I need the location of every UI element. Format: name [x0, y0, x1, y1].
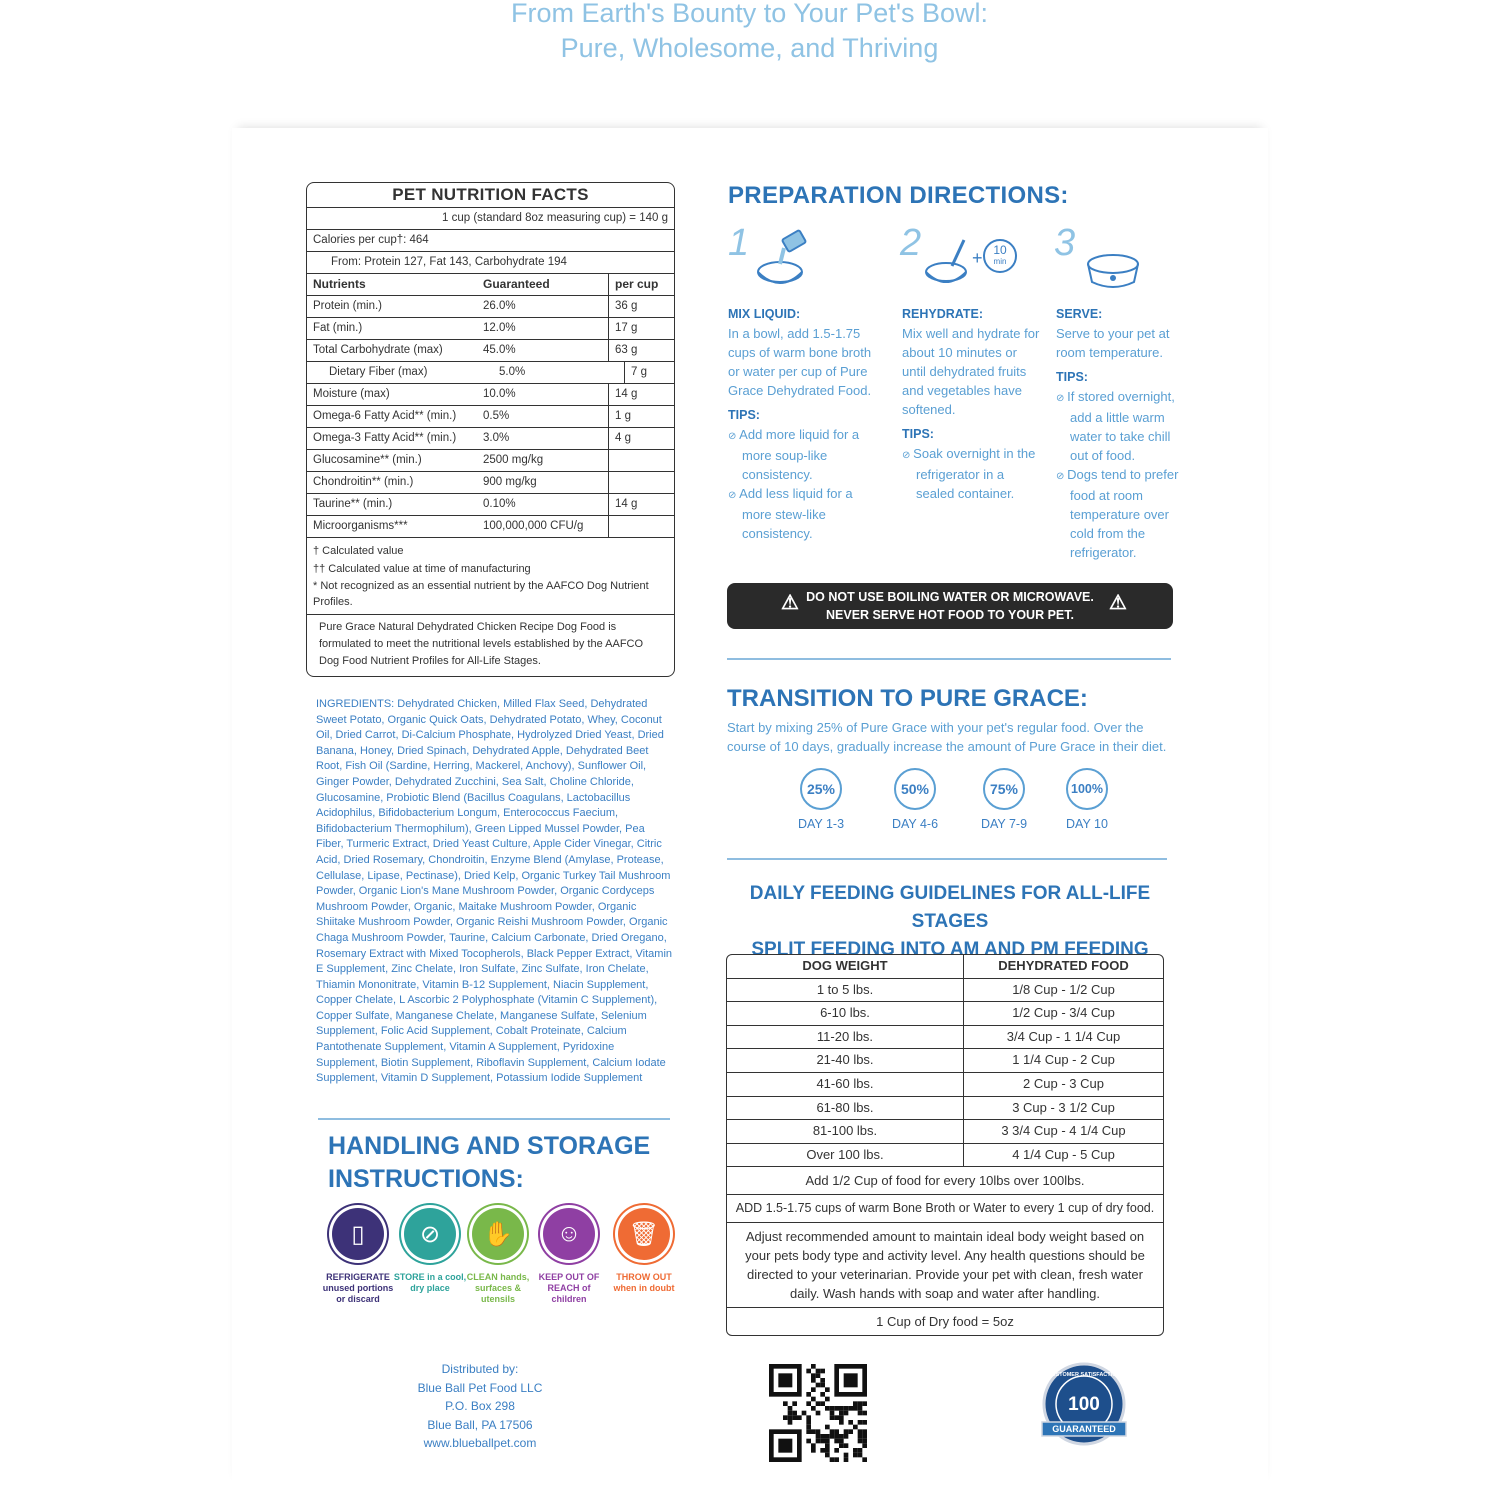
guaranteed-value: 45.0% [483, 344, 516, 356]
step-text: Serve to your pet at room temperature. [1056, 326, 1170, 360]
nutrient-name: Omega-6 Fatty Acid** (min.) [313, 410, 457, 422]
nutrient-name: Chondroitin** (min.) [313, 476, 414, 488]
tip-item [1056, 465, 1181, 562]
stage-percent: 50% [894, 768, 936, 810]
nutrition-facts-panel [306, 182, 675, 677]
note: †† Calculated value at time of manufacturing [313, 563, 531, 575]
handling-label: STORE in a cool, dry place [393, 1272, 467, 1293]
feeding-row [727, 1120, 1163, 1144]
tips-label: TIPS: [902, 427, 934, 441]
nutrition-row [307, 450, 674, 472]
food-amount: 3/4 Cup - 1 1/4 Cup [1006, 1028, 1121, 1044]
serving-size: 1 cup (standard 8oz measuring cup) = 140 g [307, 208, 674, 230]
feeding-row [727, 1144, 1163, 1168]
timer-unit: min [993, 257, 1007, 266]
warning-icon: ⚠ [781, 592, 799, 614]
guaranteed-value: 0.5% [483, 410, 510, 422]
feeding-table [726, 954, 1164, 1336]
banner-line-1: From Earth's Bounty to Your Pet's Bowl: [510, 0, 989, 28]
step-text: Mix well and hydrate for about 10 minutes or until dehydrated fruits and vegetables have softened. [902, 326, 1040, 417]
check-icon: ⊘ [728, 490, 740, 501]
feeding-row [727, 1026, 1163, 1050]
step-number: 2 [900, 222, 922, 264]
per-cup-value: 7 g [624, 362, 668, 383]
nutrition-notes [307, 538, 674, 615]
per-cup-value [608, 516, 668, 537]
tips-label: TIPS: [1056, 370, 1088, 384]
nutrient-name: Omega-3 Fatty Acid** (min.) [313, 432, 457, 444]
nutrition-row [307, 428, 674, 450]
dog-weight: 6-10 lbs. [727, 1002, 964, 1025]
handling-item [532, 1208, 606, 1305]
distributor-line: P.O. Box 298 [445, 1399, 515, 1414]
handling-item [607, 1208, 681, 1294]
nutrition-row [307, 296, 674, 318]
guaranteed-value: 2500 mg/kg [483, 454, 544, 466]
per-cup-value: 17 g [608, 318, 668, 339]
note: † Calculated value [313, 545, 404, 557]
guarantee-seal [1040, 1360, 1128, 1448]
check-icon: ⊘ [1056, 393, 1068, 404]
feeding-rows [727, 979, 1163, 1168]
fridge-icon: ▯ [332, 1208, 384, 1260]
per-cup-value [608, 450, 668, 471]
dehydrated-food-header: DEHYDRATED FOOD [998, 958, 1129, 973]
step-number: 1 [728, 222, 750, 264]
nutrient-name: Moisture (max) [313, 388, 390, 400]
dog-weight: 81-100 lbs. [727, 1120, 964, 1143]
nutrient-name: Taurine** (min.) [313, 498, 393, 510]
step-heading: REHYDRATE: [902, 307, 984, 321]
feeding-row [727, 1073, 1163, 1097]
nutrient-name: Total Carbohydrate (max) [313, 344, 443, 356]
handling-item [393, 1208, 467, 1294]
per-cup-value: 36 g [608, 296, 668, 317]
seal-value: 100 [1068, 1394, 1100, 1415]
feeding-title [727, 880, 1173, 964]
stage-label: DAY 1-3 [797, 817, 845, 831]
tip-item [728, 425, 873, 484]
food-amount: 4 1/4 Cup - 5 Cup [1012, 1146, 1115, 1162]
stage-label: DAY 10 [1066, 817, 1108, 831]
nutrition-row [307, 494, 674, 516]
aafco-statement: Pure Grace Natural Dehydrated Chicken Recipe Dog Food is formulated to meet the nutritional levels established by the AAFCO Dog Food Nutrient Profiles for All-Life Stages. [319, 621, 644, 667]
nutrient-name: Glucosamine** (min.) [313, 454, 422, 466]
feeding-note: ADD 1.5-1.75 cups of warm Bone Broth or Water to every 1 cup of dry food. [727, 1195, 1163, 1223]
wash-hands-icon: ✋ [472, 1208, 524, 1260]
header-banner [0, 0, 1499, 128]
prep-title: PREPARATION DIRECTIONS: [728, 182, 1069, 209]
handling-title [328, 1130, 650, 1196]
nutrition-rows [307, 296, 674, 538]
pour-bowl-icon [750, 228, 814, 292]
nutrition-title: PET NUTRITION FACTS [307, 183, 674, 208]
nutrients-header: Nutrients [313, 277, 366, 291]
distributor-line: Blue Ball, PA 17506 [427, 1417, 533, 1432]
feeding-title-line-2: SPLIT FEEDING INTO AM AND PM FEEDING [751, 939, 1149, 960]
handling-label: REFRIGERATE unused portions or discard [322, 1272, 394, 1304]
warning-banner [727, 583, 1173, 629]
handling-label: CLEAN hands, surfaces & utensils [466, 1272, 530, 1304]
per-cup-value: 14 g [608, 384, 668, 405]
guaranteed-value: 12.0% [483, 322, 516, 334]
step-heading: MIX LIQUID: [728, 307, 801, 321]
stage-label: DAY 7-9 [980, 817, 1028, 831]
guaranteed-value: 5.0% [499, 366, 526, 378]
guaranteed-value: 3.0% [483, 432, 510, 444]
tip-item [1056, 387, 1181, 465]
per-cup-value [608, 472, 668, 493]
check-icon: ⊘ [1056, 471, 1068, 482]
guaranteed-value: 26.0% [483, 300, 516, 312]
handling-item [321, 1208, 395, 1305]
nutrient-name: Microorganisms*** [313, 520, 408, 532]
timer-value: 10 [993, 243, 1007, 257]
ingredients-text: INGREDIENTS: Dehydrated Chicken, Milled Flax Seed, Dehydrated Sweet Potato, Organic Quick Oats, Dehydrated Potato, Whey, Coconut Oil, Dried Carrot, Di-Calcium Phosphate, Hydrolyzed Dried Yeast, Dried Banana, Honey, Dried Spinach, Dehydrated Apple, Dehydrated Beet Root, Fish Oil (Sardine, Herring, Mackerel, Anchovy), Sunflower Oil, Ginger Powder, Dehydrated Zucchini, Sea Salt, Choline Chloride, Glucosamine, Probiotic Blend (Bacillus Coagulans, Lactobacillus Acidophilus, Bifidobacterium Longum, Enterococcus Faecium, Bifidobacterium Thermophilum), Green Lipped Mussel Powder, Pea Fiber, Turmeric Extract, Dried Yeast Culture, Apple Cider Vinegar, Citric Acid, Dried Rosemary, Chondroitin, Enzyme Blend (Amylase, Protease, Cellulase, Lipase, Pectinase), Dried Kelp, Organic Turkey Tail Mushroom Powder, Organic Lion's Mane Mushroom Powder, Organic Cordyceps Mushroom Powder, Organic, Maitake Mushroom Powder, Organic Shiitake Mushroom Powder, Organic Reishi Mushroom Powder, Organic Chaga Mushroom Powder, Taurine, Calcium Carbonate, Dried Oregano, Rosemary Extract with Mixed Tocopherols, Black Pepper Extract, Vitamin E Supplement, Zinc Chelate, Iron Sulfate, Zinc Sulfate, Iron Chelate, Thiamin Mononitrate, Vitamin B-12 Supplement, Niacin Supplement, Copper Chelate, L Ascorbic 2 Polyphosphate (Vitamin C Supplement), Copper Sulfate, Manganese Chelate, Manganese Sulfate, Selenium Supplement, Folic Acid Supplement, Cobalt Proteinate, Calcium Pantothenate Supplement, Vitamin A Supplement, Pyridoxine Supplement, Biotin Supplement, Riboflavin Supplement, Calcium Iodate Supplement, Vitamin D Supplement, Potassium Iodide Supplement [316, 698, 673, 1085]
food-amount: 2 Cup - 3 Cup [1023, 1075, 1104, 1091]
banner-line-2: Pure, Wholesome, and Thriving [560, 33, 939, 63]
distributor-line: Blue Ball Pet Food LLC [417, 1380, 543, 1395]
nutrition-header-row [307, 274, 674, 296]
handling-title-line-2: INSTRUCTIONS: [328, 1165, 524, 1193]
calories-from: From: Protein 127, Fat 143, Carbohydrate 194 [307, 252, 674, 274]
divider [318, 1118, 670, 1120]
stage-percent: 75% [983, 768, 1025, 810]
nutrition-row [307, 384, 674, 406]
tips-label: TIPS: [728, 408, 760, 422]
dog-weight: Over 100 lbs. [727, 1144, 964, 1167]
guaranteed-value: 0.10% [483, 498, 516, 510]
per-cup-header: per cup [608, 274, 668, 295]
dog-weight-header: DOG WEIGHT [727, 955, 964, 978]
step-heading: SERVE: [1056, 307, 1103, 321]
tip-text: Add less liquid for a more stew-like consistency. [739, 486, 853, 541]
handling-title-line-1: HANDLING AND STORAGE [328, 1132, 651, 1160]
trash-icon: 🗑 [618, 1208, 670, 1260]
distributor-website[interactable]: www.blueballpet.com [423, 1436, 537, 1451]
nutrition-row [307, 472, 674, 494]
food-amount: 3 3/4 Cup - 4 1/4 Cup [1001, 1123, 1126, 1139]
guaranteed-value: 900 mg/kg [483, 476, 537, 488]
feeding-title-line-1: DAILY FEEDING GUIDELINES FOR ALL-LIFE STAGES [749, 883, 1151, 932]
feeding-row [727, 1049, 1163, 1073]
dog-weight: 61-80 lbs. [727, 1097, 964, 1120]
guaranteed-header: Guaranteed [483, 277, 550, 291]
seal-bottom-text: GUARANTEED [1052, 1424, 1116, 1434]
nutrition-row [307, 340, 674, 362]
per-cup-value: 63 g [608, 340, 668, 361]
nutrition-row [307, 318, 674, 340]
feeding-row [727, 1097, 1163, 1121]
distributor-info [390, 1360, 570, 1453]
nutrition-row [307, 516, 674, 538]
qr-code-icon[interactable] [769, 1364, 867, 1462]
dog-bowl-icon [1084, 250, 1142, 292]
food-amount: 1/8 Cup - 1/2 Cup [1012, 981, 1115, 997]
prep-step [728, 305, 873, 543]
food-amount: 3 Cup - 3 1/2 Cup [1012, 1099, 1115, 1115]
nutrition-row [307, 406, 674, 428]
transition-text: Start by mixing 25% of Pure Grace with your pet's regular food. Over the course of 10 days, gradually increase the amount of Pure Grace in their diet. [727, 720, 1167, 754]
timer-label [988, 245, 1012, 267]
stage-percent: 100% [1066, 768, 1108, 810]
dog-weight: 21-40 lbs. [727, 1049, 964, 1072]
handling-item [461, 1208, 535, 1305]
feeding-row [727, 979, 1163, 1003]
per-cup-value: 14 g [608, 494, 668, 515]
check-icon: ⊘ [728, 431, 740, 442]
tip-item [728, 484, 873, 543]
tip-text: Dogs tend to prefer food at room temperature over cold from the refrigerator. [1067, 467, 1179, 560]
nutrient-name: Protein (min.) [313, 300, 383, 312]
warning-line-1: DO NOT USE BOILING WATER OR MICROWAVE. [806, 590, 1094, 604]
divider [727, 858, 1167, 860]
no-water-icon: ⊘ [404, 1208, 456, 1260]
prep-step [1056, 305, 1181, 562]
distributor-line: Distributed by: [441, 1362, 519, 1376]
step-number: 3 [1054, 222, 1076, 264]
handling-label: KEEP OUT OF REACH of children [538, 1272, 600, 1304]
nutrition-row [307, 362, 674, 384]
food-amount: 1 1/4 Cup - 2 Cup [1012, 1052, 1115, 1068]
svg-text:+: + [972, 248, 983, 268]
prep-step [902, 305, 1042, 503]
divider [727, 658, 1171, 660]
tip-item [902, 444, 1042, 503]
warning-icon: ⚠ [1109, 592, 1127, 614]
dog-weight: 41-60 lbs. [727, 1073, 964, 1096]
guaranteed-value: 100,000,000 CFU/g [483, 520, 584, 532]
seal-top-text: CUSTOMER SATISFACTION [1047, 1372, 1121, 1378]
warning-line-2: NEVER SERVE HOT FOOD TO YOUR PET. [826, 608, 1074, 622]
nutrient-name: Fat (min.) [313, 322, 363, 334]
per-cup-value: 1 g [608, 406, 668, 427]
dog-weight: 11-20 lbs. [727, 1026, 964, 1049]
feeding-note: 1 Cup of Dry food = 5oz [876, 1314, 1014, 1330]
step-text: In a bowl, add 1.5-1.75 cups of warm bone broth or water per cup of Pure Grace Dehydrated Food. [728, 326, 872, 398]
calories: Calories per cup†: 464 [307, 230, 674, 252]
tip-text: If stored overnight, add a little warm water to take chill out of food. [1067, 389, 1175, 463]
dog-weight: 1 to 5 lbs. [727, 979, 964, 1002]
child-icon: ☺ [543, 1208, 595, 1260]
nutrient-name: Dietary Fiber (max) [329, 366, 428, 378]
feeding-header-row [727, 955, 1163, 979]
guaranteed-value: 10.0% [483, 388, 516, 400]
stage-label: DAY 4-6 [891, 817, 939, 831]
feeding-note: Add 1/2 Cup of food for every 10lbs over 100lbs. [727, 1167, 1163, 1195]
stage-percent: 25% [800, 768, 842, 810]
handling-label: THROW OUT when in doubt [613, 1272, 675, 1293]
food-amount: 1/2 Cup - 3/4 Cup [1012, 1005, 1115, 1021]
tip-text: Add more liquid for a more soup-like consistency. [739, 427, 860, 482]
per-cup-value: 4 g [608, 428, 668, 449]
feeding-note: Adjust recommended amount to maintain ideal body weight based on your pets body type and activity level. Any health questions should be directed to your veterinarian. Provide your pet with clean, fresh water daily. Wash hands with soap and water after handling. [727, 1223, 1163, 1308]
tip-text: Soak overnight in the refrigerator in a sealed container. [913, 446, 1036, 501]
note: * Not recognized as an essential nutrient by the AAFCO Dog Nutrient Profiles. [313, 580, 649, 608]
transition-title: TRANSITION TO PURE GRACE: [727, 685, 1088, 712]
check-icon: ⊘ [902, 450, 914, 461]
feeding-row [727, 1002, 1163, 1026]
